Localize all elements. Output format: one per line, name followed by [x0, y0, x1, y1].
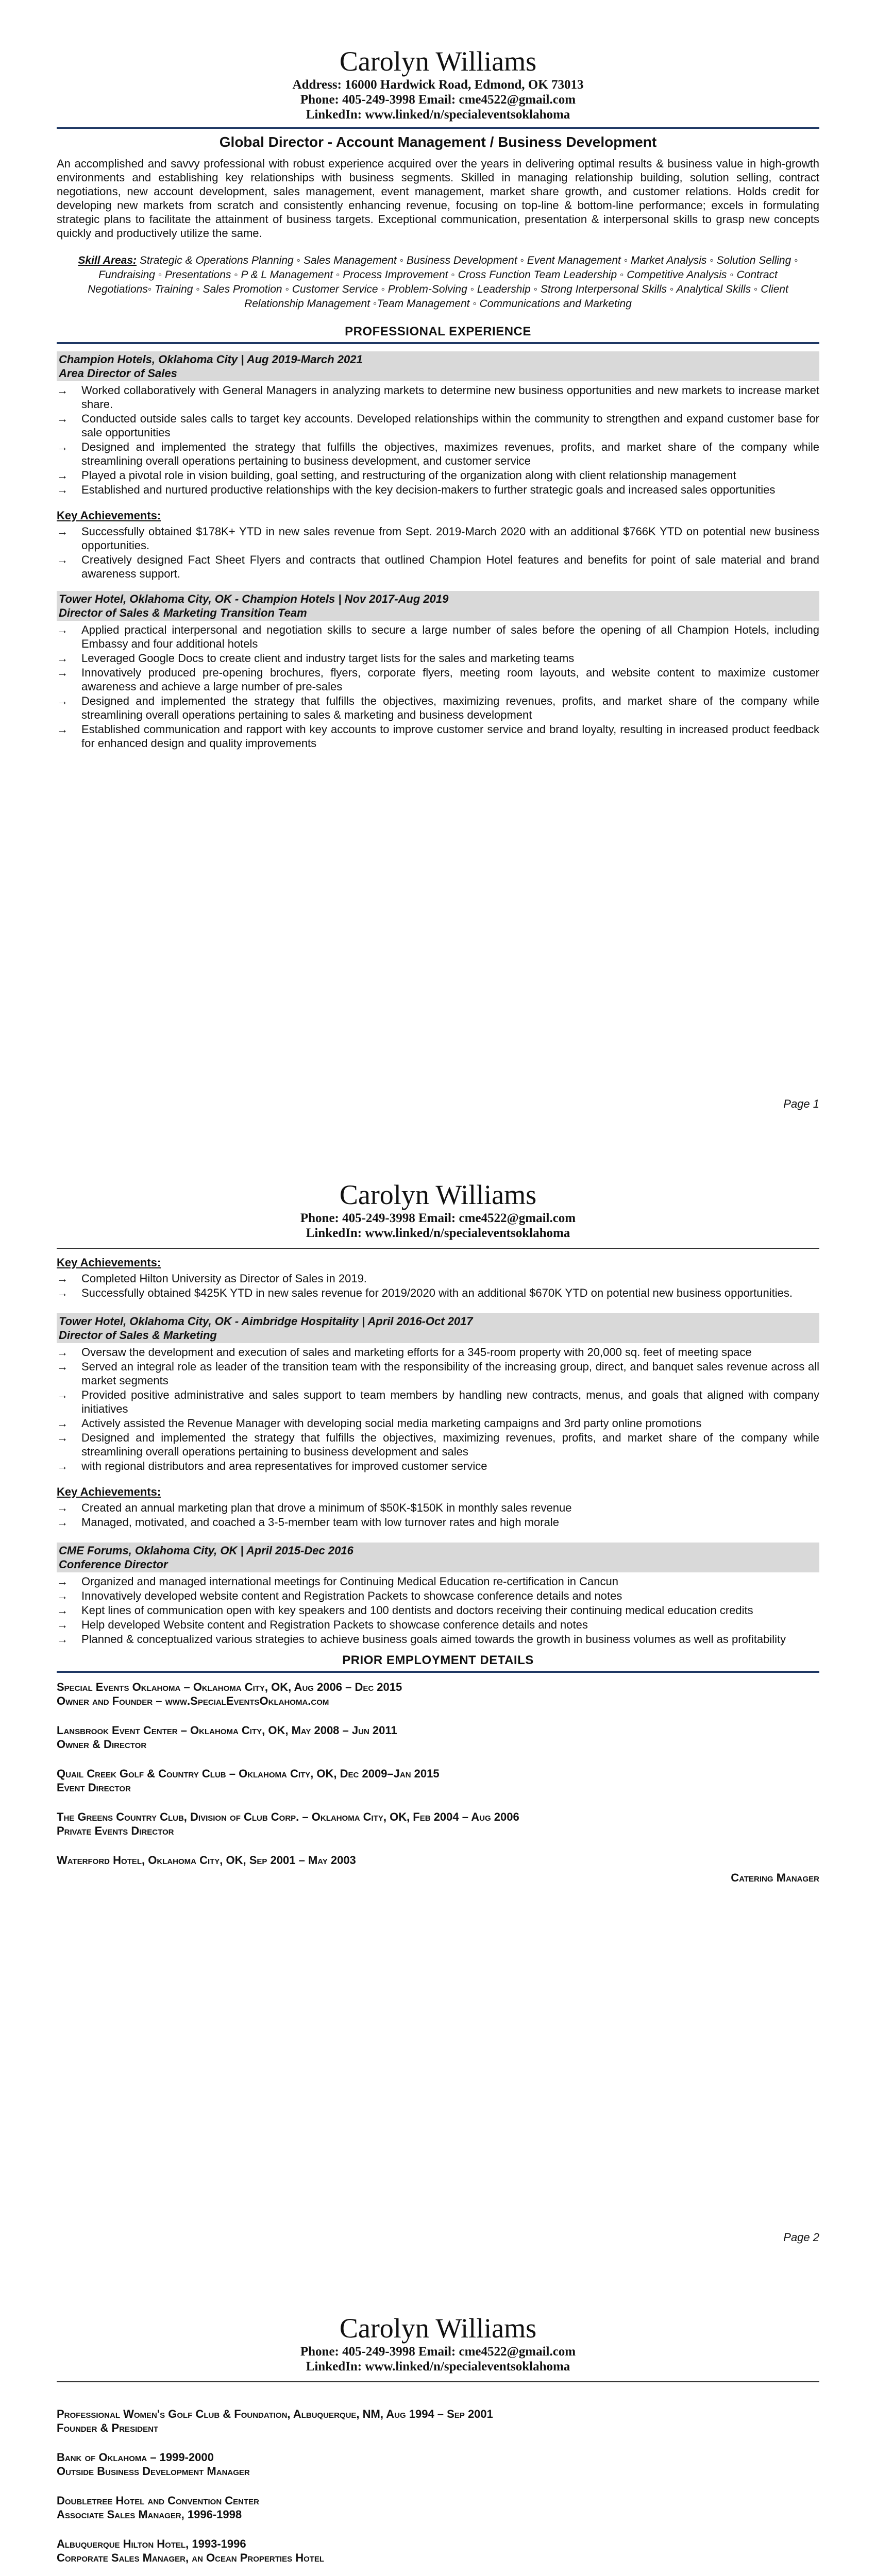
candidate-name: Carolyn Williams	[339, 2313, 537, 2344]
list-item: → Kept lines of communication open with key speakers and 100 dentists and doctors receiving their continuing medical education credits	[57, 1604, 753, 1617]
section-rule	[57, 342, 819, 344]
arrow-icon: →	[57, 1501, 68, 1514]
headline: Global Director - Account Management / Business Development	[219, 134, 657, 150]
prior-entry-role: Founder & President	[57, 2421, 159, 2434]
prior-entry-line: Professional Women's Golf Club & Foundation, Albuquerque, NM, Aug 1994 – Sep 2001	[57, 2408, 493, 2420]
achievements	[57, 1272, 819, 1300]
prior-entry-role: Outside Business Development Manager	[57, 2465, 250, 2478]
arrow-icon: →	[57, 1589, 68, 1602]
job-bullets	[57, 383, 819, 497]
section-title-prior: PRIOR EMPLOYMENT DETAILS	[342, 1653, 534, 1667]
prior-entry	[57, 2537, 819, 2565]
job-header	[57, 351, 819, 381]
list-item: → Completed Hilton University as Director of Sales in 2019.	[57, 1272, 367, 1285]
list-item: → with regional distributors and area representatives for improved customer service	[57, 1460, 487, 1472]
job-title: Director of Sales & Marketing	[59, 1329, 217, 1342]
section-rule	[57, 1671, 819, 1673]
section-title-experience: PROFESSIONAL EXPERIENCE	[345, 325, 531, 338]
candidate-name: Carolyn Williams	[339, 1179, 537, 1210]
job-company: Tower Hotel, Oklahoma City, OK - Aimbridge Hospitality | April 2016-Oct 2017	[59, 1315, 473, 1328]
arrow-icon: →	[57, 553, 68, 566]
header-rule	[57, 2381, 819, 2382]
prior-entry-line: Doubletree Hotel and Convention Center	[57, 2494, 260, 2507]
arrow-icon: →	[57, 694, 68, 707]
prior-entry-role: Event Director	[57, 1781, 131, 1794]
arrow-icon: →	[57, 440, 68, 453]
list-item: → Served an integral role as leader of the transition team with the responsibility of the increasing group, direct, and banquet sales revenue across all market segments	[57, 1360, 819, 1387]
skill-areas-text: Strategic & Operations Planning ◦ Sales Management ◦ Business Development ◦ Event Management ◦ Market Analysis ◦ Solution Selling ◦ Fundraising ◦ Presentations ◦ P & L Management ◦ Process Improvement ◦ Cross Function Team Leadership ◦ Competitive Analysis ◦ Contract Negotiations◦ Training ◦ Sales Promotion ◦ Customer Service ◦ Problem-Solving ◦ Leadership ◦ Strong Interpersonal Skills ◦ Analytical Skills ◦ Client Relationship Management ◦Team Management ◦ Communications and Marketing	[88, 255, 798, 310]
prior-entry-role: Associate Sales Manager, 1996-1998	[57, 2508, 242, 2521]
list-item: → Innovatively produced pre-opening brochures, flyers, corporate flyers, meeting room layouts, and website content to maximize customer awareness and achieve a large number of pre-sales	[57, 666, 819, 693]
arrow-icon: →	[57, 1346, 68, 1359]
linkedin: LinkedIn: www.linked/n/specialeventsoklahoma	[306, 2360, 570, 2374]
prior-entry	[57, 1680, 819, 1708]
arrow-icon: →	[57, 469, 68, 482]
prior-entry	[57, 2407, 819, 2435]
prior-entry	[57, 1723, 819, 1751]
job-title: Area Director of Sales	[59, 367, 177, 380]
list-item: → Conducted outside sales calls to target key accounts. Developed relationships within the community to strengthen and expand customer base for sale opportunities	[57, 412, 819, 439]
prior-entry	[57, 1853, 819, 1867]
arrow-icon: →	[57, 1388, 68, 1401]
skill-areas-label: Skill Areas:	[78, 255, 137, 266]
job-company: Champion Hotels, Oklahoma City | Aug 2019-March 2021	[59, 353, 363, 366]
list-item: → Worked collaboratively with General Managers in analyzing markets to determine new business opportunities and new markets to increase market share.	[57, 384, 819, 411]
arrow-icon: →	[57, 1360, 68, 1373]
achievements	[57, 1501, 819, 1529]
prior-entry	[57, 2450, 819, 2478]
prior-entry-role: Owner & Director	[57, 1738, 147, 1751]
list-item: → Successfully obtained $425K YTD in new sales revenue for 2019/2020 with an additional $670K YTD on potential new business opportunities.	[57, 1286, 793, 1299]
arrow-icon: →	[57, 1460, 68, 1472]
job-title: Director of Sales & Marketing Transition Team	[59, 606, 307, 619]
key-achievements-label: Key Achievements:	[57, 1256, 161, 1269]
job-bullets	[57, 623, 819, 750]
job-company: Tower Hotel, Oklahoma City, OK - Champion Hotels | Nov 2017-Aug 2019	[59, 592, 449, 605]
list-item: → Successfully obtained $178K+ YTD in new sales revenue from Sept. 2019-March 2020 with an additional $766K YTD on potential new business opportunities.	[57, 525, 819, 552]
arrow-icon: →	[57, 1272, 68, 1285]
list-item: → Created an annual marketing plan that drove a minimum of $50K-$150K in monthly sales revenue	[57, 1501, 572, 1514]
arrow-icon: →	[57, 652, 68, 665]
list-item: → Planned & conceptualized various strategies to achieve business goals aimed towards the growth in business volumes as well as profitability	[57, 1633, 786, 1646]
list-item: → Organized and managed international meetings for Continuing Medical Education re-certification in Cancun	[57, 1575, 618, 1588]
phone-email: Phone: 405-249-3998 Email: cme4522@gmail.com	[300, 93, 576, 107]
prior-entry-role: Catering Manager	[731, 1871, 819, 1884]
prior-entry-line: Albuquerque Hilton Hotel, 1993-1996	[57, 2537, 246, 2550]
arrow-icon: →	[57, 412, 68, 425]
job-header	[57, 1543, 819, 1572]
page-number: Page 1	[783, 1097, 819, 1110]
list-item: → Designed and implemented the strategy that fulfills the objectives, maximizes revenues, profits, and market share of the company while streamlining overall operations pertaining to business development, and customer service	[57, 440, 819, 467]
prior-entry-line: The Greens Country Club, Division of Club Corp. – Oklahoma City, OK, Feb 2004 – Aug 2006	[57, 1810, 519, 1823]
list-item: → Provided positive administrative and sales support to team members by handling new contracts, menus, and goals that aligned with company initiatives	[57, 1388, 819, 1415]
prior-entry-role: Private Events Director	[57, 1824, 174, 1837]
job-header	[57, 591, 819, 621]
skill-areas	[67, 253, 809, 311]
arrow-icon: →	[57, 1417, 68, 1430]
candidate-name: Carolyn Williams	[339, 46, 537, 77]
list-item: → Leveraged Google Docs to create client and industry target lists for the sales and marketing teams	[57, 652, 575, 665]
list-item: → Oversaw the development and execution of sales and marketing efforts for a 345-room property with 20,000 sq. feet of meeting space	[57, 1346, 752, 1359]
key-achievements-label: Key Achievements:	[57, 1485, 161, 1498]
arrow-icon: →	[57, 1604, 68, 1617]
page-3	[0, 2267, 876, 2576]
phone-email: Phone: 405-249-3998 Email: cme4522@gmail.com	[300, 2345, 576, 2359]
arrow-icon: →	[57, 1286, 68, 1299]
prior-entry-line: Special Events Oklahoma – Oklahoma City, OK, Aug 2006 – Dec 2015	[57, 1681, 402, 1693]
job-title: Conference Director	[59, 1558, 168, 1571]
prior-entry	[57, 1810, 819, 1838]
prior-entry-role: Owner and Founder – www.SpecialEventsOklahoma.com	[57, 1694, 329, 1707]
page-2	[0, 1133, 876, 2267]
key-achievements-label: Key Achievements:	[57, 509, 161, 522]
list-item: → Designed and implemented the strategy that fulfills the objectives, maximizing revenues, profits, and market share of the company while streamlining overall operations pertaining to business development and sales	[57, 1431, 819, 1458]
list-item: → Innovatively developed website content and Registration Packets to showcase conference details and notes	[57, 1589, 622, 1602]
prior-entry-line: Lansbrook Event Center – Oklahoma City, OK, May 2008 – Jun 2011	[57, 1724, 397, 1737]
prior-entry-line: Bank of Oklahoma – 1999-2000	[57, 2451, 214, 2464]
header-rule	[57, 1248, 819, 1249]
arrow-icon: →	[57, 1575, 68, 1588]
list-item: → Creatively designed Fact Sheet Flyers and contracts that outlined Champion Hotel features and benefits for point of sale material and brand awareness support.	[57, 553, 819, 580]
prior-entry-line: Waterford Hotel, Oklahoma City, OK, Sep 2001 – May 2003	[57, 1854, 356, 1867]
arrow-icon: →	[57, 483, 68, 496]
job-header	[57, 1313, 819, 1343]
phone-email: Phone: 405-249-3998 Email: cme4522@gmail.com	[300, 1211, 576, 1225]
achievements	[57, 524, 819, 581]
summary: An accomplished and savvy professional with robust experience acquired over the years in delivering optimal results & business value in high-growth environments and establishing key relationships with business segments. Skilled in managing relationship building, solution selling, contract negotiations, new account development, sales management, event management, market share growth, and customer relations. Holds credit for developing new markets from scratch and consistently enhancing revenue, focusing on top-line & bottom-line performance; excels in formulating strategic plans to facilitate the attainment of business targets. Exceptional communication, presentation & interpersonal skills to grasp new concepts quickly and productively utilize the same.	[57, 157, 819, 240]
linkedin: LinkedIn: www.linked/n/specialeventsoklahoma	[306, 1226, 570, 1240]
job-bullets	[57, 1345, 819, 1473]
list-item: → Help developed Website content and Registration Packets to showcase conference details and notes	[57, 1618, 588, 1631]
address: Address: 16000 Hardwick Road, Edmond, OK 73013	[292, 78, 584, 92]
header-rule	[57, 127, 819, 129]
arrow-icon: →	[57, 1516, 68, 1529]
arrow-icon: →	[57, 525, 68, 538]
prior-entry	[57, 1767, 819, 1794]
list-item: → Designed and implemented the strategy that fulfills the objectives, maximizing revenues, profits, and market share of the company while streamlining overall operations pertaining to sales & marketing and business development	[57, 694, 819, 721]
prior-entry	[57, 2494, 819, 2521]
arrow-icon: →	[57, 623, 68, 636]
arrow-icon: →	[57, 1618, 68, 1631]
page-1	[0, 0, 876, 1133]
page-number: Page 2	[783, 2231, 819, 2244]
list-item: → Played a pivotal role in vision building, goal setting, and restructuring of the organization along with client relationship management	[57, 469, 736, 482]
prior-entry-role: Corporate Sales Manager, an Ocean Properties Hotel	[57, 2551, 325, 2564]
list-item: → Established and nurtured productive relationships with the key decision-makers to further strategic goals and increased sales opportunities	[57, 483, 776, 496]
list-item: → Applied practical interpersonal and negotiation skills to secure a large number of sales before the opening of all Champion Hotels, including Embassy and four additional hotels	[57, 623, 819, 650]
job-bullets	[57, 1574, 819, 1646]
linkedin: LinkedIn: www.linked/n/specialeventsoklahoma	[306, 108, 570, 122]
arrow-icon: →	[57, 1633, 68, 1646]
arrow-icon: →	[57, 723, 68, 736]
arrow-icon: →	[57, 384, 68, 397]
arrow-icon: →	[57, 1431, 68, 1444]
list-item: → Established communication and rapport with key accounts to improve customer service and brand loyalty, resulting in increased product feedback for enhanced design and quality improvements	[57, 723, 819, 750]
job-company: CME Forums, Oklahoma City, OK | April 2015-Dec 2016	[59, 1544, 353, 1557]
arrow-icon: →	[57, 666, 68, 679]
prior-entry-line: Quail Creek Golf & Country Club – Oklahoma City, OK, Dec 2009–Jan 2015	[57, 1767, 440, 1780]
list-item: → Actively assisted the Revenue Manager with developing social media marketing campaigns and 3rd party online promotions	[57, 1417, 702, 1430]
list-item: → Managed, motivated, and coached a 3-5-member team with low turnover rates and high morale	[57, 1516, 559, 1529]
